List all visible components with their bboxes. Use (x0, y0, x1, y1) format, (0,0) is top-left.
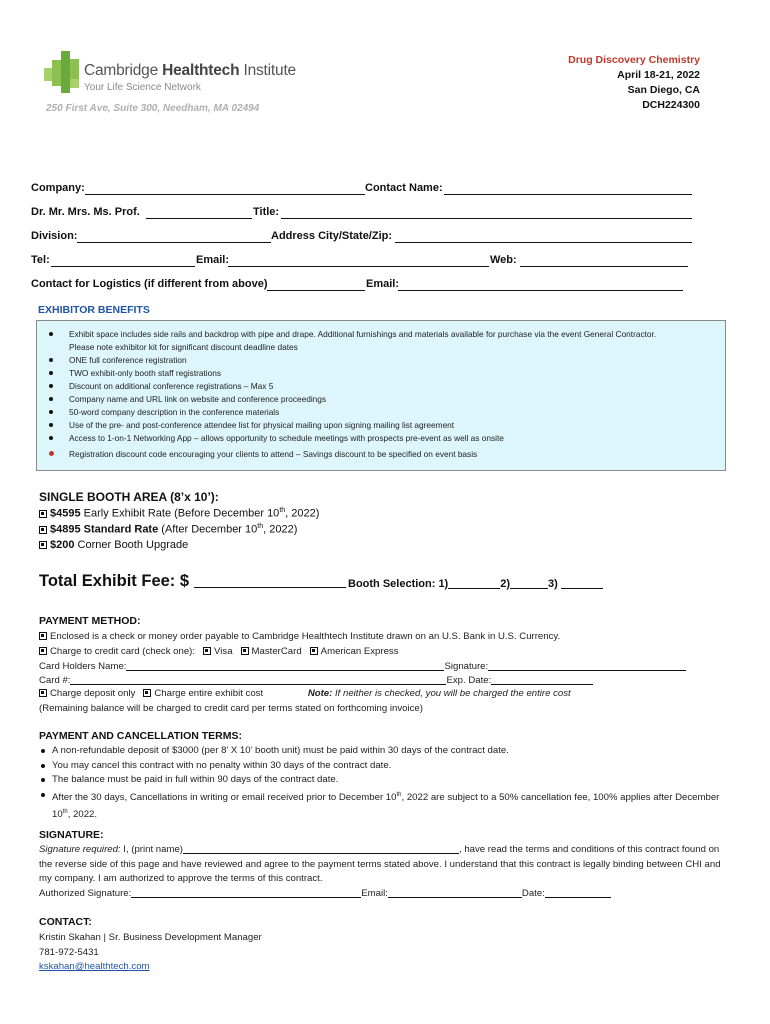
bullet-icon (49, 436, 53, 440)
tel-label: Tel: (31, 254, 50, 266)
prefix-field[interactable] (146, 206, 252, 219)
web-label: Web: (490, 254, 517, 266)
card-signature-field[interactable] (488, 660, 686, 671)
booth-selection-3-field[interactable] (561, 577, 603, 589)
logistics-label: Contact for Logistics (if different from above) (31, 278, 268, 290)
checkbox-icon[interactable] (39, 510, 47, 518)
bullet-icon (41, 749, 45, 753)
card-number-row: Card #: Exp. Date: (39, 674, 593, 686)
benefit-item: 50-word company description in the conference materials (37, 406, 679, 419)
benefit-item: TWO exhibit-only booth staff registrations (37, 367, 679, 380)
signature-email-field[interactable] (388, 887, 522, 898)
logistics-email-field[interactable] (398, 278, 683, 291)
address-field[interactable] (395, 230, 692, 243)
card-holder-row: Card Holders Name: Signature: (39, 660, 686, 672)
bullet-icon (49, 371, 53, 375)
bullet-icon (49, 410, 53, 414)
terms-title: PAYMENT AND CANCELLATION TERMS: (39, 730, 242, 742)
card-number-field[interactable] (70, 674, 446, 685)
title-field[interactable] (281, 206, 692, 219)
checkbox-icon[interactable] (39, 526, 47, 534)
benefit-item: Exhibit space includes side rails and backdrop with pipe and drape. Additional furnishings and materials available for purchase via the event General Contractor. Please note exhibitor kit for significant discount deadline dates (37, 328, 679, 354)
corner-upgrade-option[interactable]: $200 Corner Booth Upgrade (39, 539, 188, 551)
booth-selection-1-field[interactable] (448, 577, 500, 589)
payment-title: PAYMENT METHOD: (39, 615, 141, 627)
checkbox-icon[interactable] (39, 647, 47, 655)
contact-phone: 781-972-5431 (39, 947, 99, 958)
bullet-icon (49, 451, 54, 456)
benefits-box (36, 320, 726, 471)
benefits-list (37, 321, 725, 461)
booth-selection-2-field[interactable] (510, 577, 548, 589)
bullet-icon (49, 397, 53, 401)
early-rate-option[interactable]: $4595 Early Exhibit Rate (Before December 10th, 2022) (39, 507, 319, 520)
benefit-item: Registration discount code encouraging your clients to attend – Savings discount to be specified on event basis (37, 448, 679, 461)
deposit-only-checkbox[interactable] (39, 689, 47, 697)
standard-rate-option[interactable]: $4895 Standard Rate (After December 10th, 2022) (39, 523, 297, 536)
exp-date-field[interactable] (491, 674, 593, 685)
company-field[interactable] (85, 182, 365, 195)
bullet-icon (49, 332, 53, 336)
email-label: Email: (196, 254, 230, 266)
term-item: After the 30 days, Cancellations in writing or email received prior to December 10th, 2022 are subject to a 50% cancellation fee, 100% applies after December 10th, 2022. (39, 788, 729, 823)
benefits-title: EXHIBITOR BENEFITS (38, 304, 150, 316)
division-field[interactable] (77, 230, 271, 243)
bullet-icon (41, 793, 45, 797)
bullet-icon (49, 384, 53, 388)
signature-title: SIGNATURE: (39, 829, 104, 841)
tel-field[interactable] (51, 254, 195, 267)
signature-date-field[interactable] (545, 887, 611, 898)
division-label: Division: (31, 230, 78, 242)
print-name-field[interactable] (183, 843, 459, 854)
event-dates: April 18-21, 2022 (617, 69, 700, 81)
contact-name-label: Contact Name: (365, 182, 443, 194)
booth-title: SINGLE BOOTH AREA (8’x 10’): (39, 490, 219, 504)
remaining-balance-note: (Remaining balance will be charged to credit card per terms stated on forthcoming invoice) (39, 703, 423, 714)
contact-name-field[interactable] (444, 182, 692, 195)
chi-logo (44, 51, 84, 101)
benefit-item: Use of the pre- and post-conference attendee list for physical mailing upon signing mailing list agreement (37, 419, 679, 432)
event-name: Drug Discovery Chemistry (568, 54, 700, 66)
web-field[interactable] (520, 254, 688, 267)
checkbox-icon[interactable] (39, 541, 47, 549)
benefit-item: ONE full conference registration (37, 354, 679, 367)
bullet-icon (49, 423, 53, 427)
terms-list (39, 744, 729, 823)
visa-checkbox[interactable] (203, 647, 211, 655)
logo-tagline: Your Life Science Network (84, 82, 201, 93)
logistics-field[interactable] (267, 278, 365, 291)
contact-name: Kristin Skahan | Sr. Business Development Manager (39, 932, 262, 943)
contact-title: CONTACT: (39, 916, 92, 928)
benefit-item: Discount on additional conference registrations – Max 5 (37, 380, 679, 393)
bullet-icon (41, 778, 45, 782)
term-item: You may cancel this contract with no penalty within 30 days of the contract date. (39, 759, 729, 774)
total-fee: Total Exhibit Fee: $ (39, 572, 346, 591)
company-address: 250 First Ave, Suite 300, Needham, MA 02494 (46, 103, 260, 114)
logo-name: Cambridge Healthtech Institute (84, 62, 296, 79)
total-fee-field[interactable] (194, 573, 346, 588)
term-item: The balance must be paid in full within 90 days of the contract date. (39, 773, 729, 788)
checkbox-icon[interactable] (39, 632, 47, 640)
bullet-icon (49, 358, 53, 362)
contact-email-link[interactable]: kskahan@healthtech.com (39, 961, 150, 972)
authorized-signature-field[interactable] (131, 887, 361, 898)
check-option[interactable]: Enclosed is a check or money order payable to Cambridge Healthtech Institute drawn on an U.S. Bank in U.S. Currency. (39, 631, 560, 642)
benefit-item: Company name and URL link on website and conference proceedings (37, 393, 679, 406)
benefit-item: Access to 1-on-1 Networking App – allows opportunity to schedule meetings with prospects pre-event as well as onsite (37, 432, 679, 445)
address-label: Address City/State/Zip: (271, 230, 393, 242)
event-location: San Diego, CA (627, 84, 700, 96)
mastercard-checkbox[interactable] (241, 647, 249, 655)
signature-paragraph: Signature required: I, (print name) , have read the terms and conditions of this contract found on the reverse side of this page and have reviewed and agree to the payment terms stated above. I understand that this contract is legally binding between CHI and my company. I am authorized to approve the terms of this contract. (39, 844, 721, 884)
authorized-signature-row: Authorized Signature: Email: Date: (39, 887, 611, 899)
card-holder-field[interactable] (126, 660, 444, 671)
entire-cost-checkbox[interactable] (143, 689, 151, 697)
card-option[interactable]: Charge to credit card (check one): Visa MasterCard American Express (39, 646, 399, 657)
title-label: Title: (253, 206, 280, 218)
company-label: Company: (31, 182, 85, 194)
amex-checkbox[interactable] (310, 647, 318, 655)
email-field[interactable] (228, 254, 489, 267)
event-code: DCH224300 (642, 99, 700, 111)
booth-selection: Booth Selection: 1) 2) 3) (348, 577, 603, 590)
term-item: A non-refundable deposit of $3000 (per 8’ X 10’ booth unit) must be paid within 30 days of the contract date. (39, 744, 729, 759)
event-info (500, 53, 700, 113)
logistics-email-label: Email: (366, 278, 400, 290)
prefix-label: Dr. Mr. Mrs. Ms. Prof. (31, 206, 140, 218)
bullet-icon (41, 764, 45, 768)
charge-options: Charge deposit only Charge entire exhibit cost Note: If neither is checked, you will be charged the entire cost (39, 688, 571, 699)
